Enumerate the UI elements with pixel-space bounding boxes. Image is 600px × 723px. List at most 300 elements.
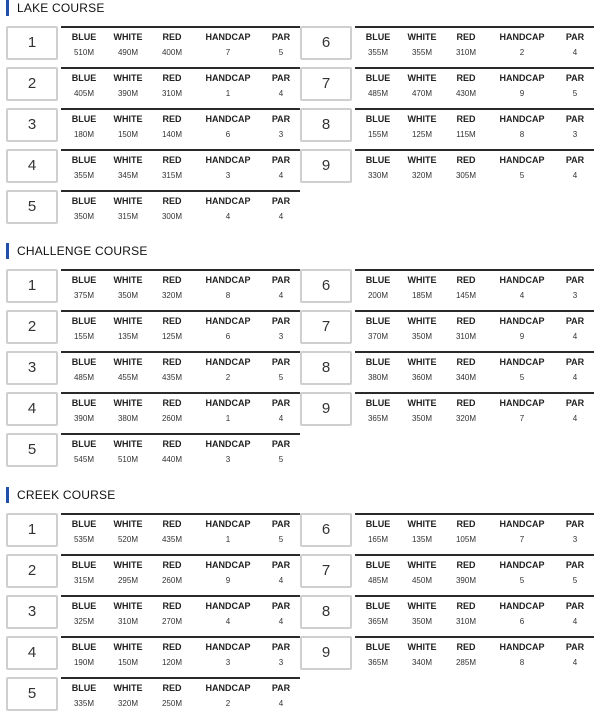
column-header-white: WHITE (113, 519, 143, 529)
value-par: 5 (278, 535, 284, 544)
column-header-handicap: HANDCAP (499, 642, 545, 652)
hole-stats (61, 554, 300, 590)
value-white: 320M (411, 171, 432, 180)
hole-number: 7 (300, 310, 352, 344)
column-header-par: PAR (271, 275, 291, 285)
column-header-handicap: HANDCAP (499, 32, 545, 42)
hole-number: 2 (6, 310, 58, 344)
value-par: 3 (572, 535, 578, 544)
column-header-blue: BLUE (71, 73, 97, 83)
value-handicap: 6 (519, 617, 525, 626)
hole-card (6, 677, 300, 711)
value-handicap: 7 (519, 414, 525, 423)
column-header-par: PAR (565, 114, 585, 124)
hole-number: 7 (300, 67, 352, 101)
hole-card (6, 392, 300, 426)
hole-stats (355, 636, 594, 672)
value-par: 4 (572, 373, 578, 382)
hole-number: 2 (6, 554, 58, 588)
column-header-blue: BLUE (71, 357, 97, 367)
column-header-blue: BLUE (365, 32, 391, 42)
value-white: 450M (411, 576, 432, 585)
value-handicap: 3 (225, 455, 231, 464)
column-header-blue: BLUE (71, 683, 97, 693)
column-header-par: PAR (271, 398, 291, 408)
column-header-white: WHITE (113, 275, 143, 285)
value-handicap: 9 (519, 89, 525, 98)
value-par: 4 (572, 171, 578, 180)
value-red: 140M (161, 130, 182, 139)
value-white: 490M (117, 48, 138, 57)
hole-stats (61, 108, 300, 144)
value-red: 270M (161, 617, 182, 626)
column-header-handicap: HANDCAP (205, 73, 251, 83)
column-header-par: PAR (271, 683, 291, 693)
hole-number: 6 (300, 26, 352, 60)
value-blue: 365M (367, 617, 388, 626)
value-par: 4 (572, 658, 578, 667)
hole-stats (355, 351, 594, 387)
column-header-red: RED (162, 357, 182, 367)
value-white: 350M (411, 617, 432, 626)
column-header-blue: BLUE (365, 73, 391, 83)
hole-stats (61, 433, 300, 469)
value-white: 520M (117, 535, 138, 544)
column-header-red: RED (456, 32, 476, 42)
value-blue: 485M (367, 89, 388, 98)
value-blue: 165M (367, 535, 388, 544)
value-red: 435M (161, 535, 182, 544)
value-par: 4 (278, 414, 284, 423)
hole-number: 8 (300, 351, 352, 385)
hole-card (300, 351, 594, 385)
value-red: 310M (455, 48, 476, 57)
hole-number: 3 (6, 351, 58, 385)
hole-stats (355, 26, 594, 62)
value-blue: 190M (73, 658, 94, 667)
value-blue: 325M (73, 617, 94, 626)
value-par: 4 (572, 332, 578, 341)
value-red: 125M (161, 332, 182, 341)
value-handicap: 1 (225, 414, 231, 423)
column-header-handicap: HANDCAP (499, 398, 545, 408)
value-handicap: 1 (225, 535, 231, 544)
column-header-white: WHITE (113, 196, 143, 206)
hole-number: 5 (6, 433, 58, 467)
column-header-red: RED (162, 196, 182, 206)
value-blue: 485M (73, 373, 94, 382)
value-blue: 545M (73, 455, 94, 464)
value-red: 310M (161, 89, 182, 98)
value-red: 320M (161, 291, 182, 300)
hole-stats (355, 67, 594, 103)
value-blue: 180M (73, 130, 94, 139)
column-header-white: WHITE (113, 114, 143, 124)
column-header-par: PAR (271, 601, 291, 611)
hole-stats (61, 351, 300, 387)
column-header-blue: BLUE (365, 357, 391, 367)
hole-card (300, 310, 594, 344)
value-blue: 355M (367, 48, 388, 57)
value-par: 3 (278, 658, 284, 667)
column-header-white: WHITE (407, 560, 437, 570)
value-white: 150M (117, 658, 138, 667)
value-red: 315M (161, 171, 182, 180)
hole-number: 4 (6, 149, 58, 183)
hole-stats (355, 392, 594, 428)
value-blue: 485M (367, 576, 388, 585)
value-par: 5 (572, 89, 578, 98)
column-header-blue: BLUE (71, 601, 97, 611)
hole-card (6, 636, 300, 670)
hole-stats (355, 513, 594, 549)
column-header-par: PAR (565, 357, 585, 367)
value-blue: 390M (73, 414, 94, 423)
value-blue: 375M (73, 291, 94, 300)
value-white: 360M (411, 373, 432, 382)
column-header-handicap: HANDCAP (499, 560, 545, 570)
value-white: 470M (411, 89, 432, 98)
value-red: 435M (161, 373, 182, 382)
hole-card (300, 26, 594, 60)
value-white: 315M (117, 212, 138, 221)
value-handicap: 6 (225, 332, 231, 341)
column-header-white: WHITE (407, 519, 437, 529)
column-header-red: RED (162, 560, 182, 570)
hole-number: 4 (6, 392, 58, 426)
column-header-red: RED (456, 519, 476, 529)
value-red: 145M (455, 291, 476, 300)
column-header-white: WHITE (407, 114, 437, 124)
column-header-handicap: HANDCAP (205, 32, 251, 42)
column-header-par: PAR (271, 316, 291, 326)
value-handicap: 5 (519, 576, 525, 585)
value-handicap: 9 (519, 332, 525, 341)
course-section (0, 0, 600, 236)
value-handicap: 9 (225, 576, 231, 585)
value-par: 5 (278, 455, 284, 464)
hole-number: 5 (6, 677, 58, 711)
column-header-handicap: HANDCAP (205, 398, 251, 408)
hole-number: 9 (300, 392, 352, 426)
value-par: 4 (278, 699, 284, 708)
value-blue: 330M (367, 171, 388, 180)
column-header-white: WHITE (407, 316, 437, 326)
hole-number: 9 (300, 149, 352, 183)
column-header-par: PAR (565, 398, 585, 408)
column-header-handicap: HANDCAP (499, 114, 545, 124)
column-header-handicap: HANDCAP (205, 519, 251, 529)
value-red: 260M (161, 576, 182, 585)
value-handicap: 1 (225, 89, 231, 98)
column-header-red: RED (456, 357, 476, 367)
column-header-blue: BLUE (71, 642, 97, 652)
value-red: 105M (455, 535, 476, 544)
hole-stats (355, 554, 594, 590)
value-par: 4 (572, 48, 578, 57)
value-white: 135M (411, 535, 432, 544)
column-header-white: WHITE (407, 357, 437, 367)
value-handicap: 7 (519, 535, 525, 544)
column-header-handicap: HANDCAP (205, 560, 251, 570)
value-handicap: 5 (519, 171, 525, 180)
column-header-handicap: HANDCAP (499, 73, 545, 83)
column-header-white: WHITE (407, 155, 437, 165)
hole-number: 2 (6, 67, 58, 101)
hole-stats (61, 67, 300, 103)
column-header-par: PAR (565, 642, 585, 652)
column-header-par: PAR (271, 155, 291, 165)
course-section (0, 243, 600, 479)
column-header-white: WHITE (113, 73, 143, 83)
value-blue: 370M (367, 332, 388, 341)
hole-number: 8 (300, 595, 352, 629)
column-header-handicap: HANDCAP (499, 601, 545, 611)
column-header-white: WHITE (113, 601, 143, 611)
value-blue: 405M (73, 89, 94, 98)
value-blue: 155M (367, 130, 388, 139)
hole-card (300, 554, 594, 588)
hole-card (6, 149, 300, 183)
column-header-white: WHITE (113, 683, 143, 693)
value-blue: 200M (367, 291, 388, 300)
column-header-par: PAR (271, 196, 291, 206)
value-white: 135M (117, 332, 138, 341)
value-handicap: 3 (225, 658, 231, 667)
value-blue: 315M (73, 576, 94, 585)
column-header-par: PAR (271, 32, 291, 42)
hole-stats (355, 595, 594, 631)
value-red: 115M (456, 130, 476, 139)
value-white: 150M (117, 130, 138, 139)
column-header-handicap: HANDCAP (205, 114, 251, 124)
column-header-red: RED (162, 114, 182, 124)
value-red: 310M (455, 332, 476, 341)
column-header-blue: BLUE (365, 642, 391, 652)
value-red: 120M (161, 658, 182, 667)
hole-card (300, 269, 594, 303)
column-header-par: PAR (565, 519, 585, 529)
value-white: 185M (411, 291, 432, 300)
hole-stats (61, 190, 300, 226)
value-blue: 335M (73, 699, 94, 708)
hole-stats (61, 636, 300, 672)
column-header-red: RED (456, 275, 476, 285)
value-handicap: 2 (225, 699, 231, 708)
column-header-red: RED (162, 316, 182, 326)
column-header-par: PAR (271, 439, 291, 449)
hole-number: 3 (6, 108, 58, 142)
course-title: CHALLENGE COURSE (6, 243, 148, 259)
value-par: 5 (278, 373, 284, 382)
column-header-white: WHITE (407, 601, 437, 611)
column-header-red: RED (456, 642, 476, 652)
hole-number: 5 (6, 190, 58, 224)
course-title: LAKE COURSE (6, 0, 105, 16)
hole-card (6, 190, 300, 224)
column-header-red: RED (162, 683, 182, 693)
value-red: 440M (161, 455, 182, 464)
value-handicap: 3 (225, 171, 231, 180)
column-header-par: PAR (565, 73, 585, 83)
value-white: 350M (411, 332, 432, 341)
hole-number: 6 (300, 513, 352, 547)
column-header-handicap: HANDCAP (499, 357, 545, 367)
value-red: 285M (455, 658, 476, 667)
hole-card (300, 149, 594, 183)
value-blue: 380M (367, 373, 388, 382)
value-par: 4 (278, 291, 284, 300)
column-header-red: RED (456, 601, 476, 611)
value-par: 3 (572, 291, 578, 300)
value-red: 400M (161, 48, 182, 57)
hole-number: 4 (6, 636, 58, 670)
column-header-red: RED (162, 642, 182, 652)
hole-number: 9 (300, 636, 352, 670)
value-handicap: 8 (225, 291, 231, 300)
value-handicap: 8 (519, 658, 525, 667)
column-header-red: RED (456, 114, 476, 124)
column-header-par: PAR (565, 155, 585, 165)
value-white: 310M (117, 617, 138, 626)
value-par: 4 (278, 171, 284, 180)
value-handicap: 4 (225, 617, 231, 626)
value-red: 340M (455, 373, 476, 382)
column-header-par: PAR (271, 73, 291, 83)
column-header-red: RED (456, 155, 476, 165)
value-white: 380M (117, 414, 138, 423)
column-header-blue: BLUE (365, 560, 391, 570)
column-header-white: WHITE (113, 155, 143, 165)
column-header-blue: BLUE (71, 114, 97, 124)
column-header-blue: BLUE (71, 560, 97, 570)
column-header-red: RED (456, 316, 476, 326)
value-par: 5 (278, 48, 284, 57)
hole-card (6, 433, 300, 467)
value-handicap: 5 (519, 373, 525, 382)
hole-card (6, 26, 300, 60)
value-par: 3 (278, 130, 284, 139)
column-header-blue: BLUE (71, 519, 97, 529)
hole-stats (355, 269, 594, 305)
hole-number: 8 (300, 108, 352, 142)
column-header-red: RED (456, 73, 476, 83)
hole-stats (61, 513, 300, 549)
hole-stats (355, 108, 594, 144)
value-par: 4 (278, 89, 284, 98)
column-header-par: PAR (271, 519, 291, 529)
hole-number: 7 (300, 554, 352, 588)
value-white: 295M (117, 576, 138, 585)
value-blue: 155M (73, 332, 94, 341)
column-header-white: WHITE (113, 32, 143, 42)
value-handicap: 2 (225, 373, 231, 382)
hole-card (6, 310, 300, 344)
value-white: 455M (117, 373, 138, 382)
column-header-blue: BLUE (365, 275, 391, 285)
value-handicap: 4 (519, 291, 525, 300)
value-white: 345M (117, 171, 138, 180)
column-header-red: RED (162, 73, 182, 83)
column-header-red: RED (162, 398, 182, 408)
column-header-blue: BLUE (71, 398, 97, 408)
column-header-white: WHITE (407, 642, 437, 652)
hole-card (6, 351, 300, 385)
course-title: CREEK COURSE (6, 487, 115, 503)
hole-number: 1 (6, 513, 58, 547)
value-white: 125M (411, 130, 432, 139)
value-blue: 365M (367, 658, 388, 667)
column-header-handicap: HANDCAP (499, 275, 545, 285)
column-header-par: PAR (271, 114, 291, 124)
column-header-white: WHITE (407, 73, 437, 83)
column-header-par: PAR (565, 32, 585, 42)
column-header-blue: BLUE (71, 275, 97, 285)
hole-card (300, 392, 594, 426)
value-par: 4 (278, 617, 284, 626)
column-header-blue: BLUE (71, 32, 97, 42)
value-blue: 365M (367, 414, 388, 423)
value-white: 510M (117, 455, 138, 464)
course-section (0, 487, 600, 723)
column-header-blue: BLUE (365, 316, 391, 326)
column-header-blue: BLUE (365, 519, 391, 529)
value-red: 390M (455, 576, 476, 585)
hole-card (6, 108, 300, 142)
value-handicap: 8 (519, 130, 525, 139)
value-handicap: 4 (225, 212, 231, 221)
hole-stats (355, 149, 594, 185)
column-header-blue: BLUE (365, 114, 391, 124)
value-handicap: 6 (225, 130, 231, 139)
column-header-par: PAR (271, 560, 291, 570)
column-header-handicap: HANDCAP (205, 357, 251, 367)
column-header-blue: BLUE (365, 398, 391, 408)
column-header-red: RED (162, 601, 182, 611)
value-red: 250M (161, 699, 182, 708)
column-header-white: WHITE (113, 642, 143, 652)
value-handicap: 2 (519, 48, 525, 57)
hole-stats (61, 149, 300, 185)
hole-card (6, 595, 300, 629)
column-header-red: RED (162, 155, 182, 165)
column-header-handicap: HANDCAP (205, 439, 251, 449)
column-header-handicap: HANDCAP (499, 155, 545, 165)
hole-number: 3 (6, 595, 58, 629)
column-header-blue: BLUE (71, 439, 97, 449)
value-par: 4 (572, 414, 578, 423)
value-red: 260M (161, 414, 182, 423)
column-header-white: WHITE (407, 32, 437, 42)
hole-stats (61, 595, 300, 631)
hole-stats (61, 269, 300, 305)
value-white: 340M (411, 658, 432, 667)
value-white: 320M (117, 699, 138, 708)
column-header-par: PAR (565, 601, 585, 611)
column-header-handicap: HANDCAP (205, 316, 251, 326)
value-par: 5 (572, 576, 578, 585)
hole-card (300, 67, 594, 101)
column-header-white: WHITE (113, 439, 143, 449)
column-header-blue: BLUE (365, 155, 391, 165)
value-red: 430M (455, 89, 476, 98)
value-par: 4 (278, 576, 284, 585)
column-header-red: RED (162, 32, 182, 42)
hole-card (300, 595, 594, 629)
value-white: 350M (117, 291, 138, 300)
value-white: 350M (411, 414, 432, 423)
column-header-red: RED (456, 560, 476, 570)
